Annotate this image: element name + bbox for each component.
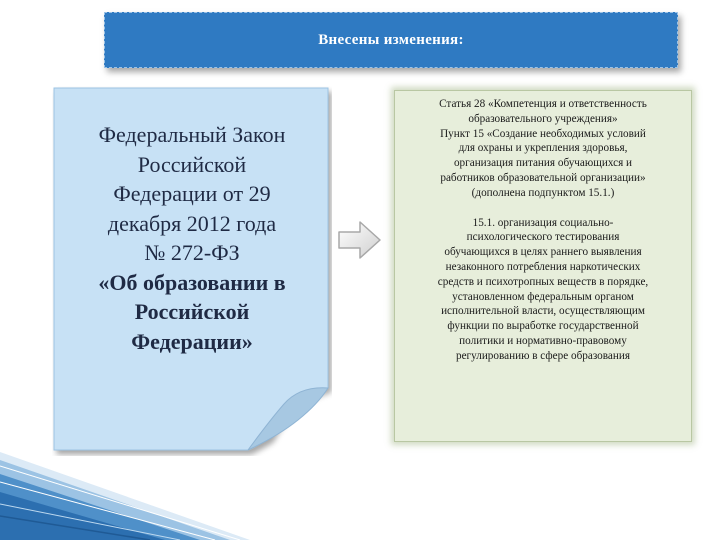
subpoint-line: исполнительной власти, осуществляющим [441,305,645,318]
article-line: Пункт 15 «Создание необходимых условий [440,127,646,140]
header-title: Внесены изменения: [318,31,464,48]
law-name-line: «Об образовании в [98,269,286,295]
law-line: Федеральный Закон [98,122,286,147]
subpoint-line: политики и нормативно-правовому [459,334,627,347]
corner-decoration [0,452,250,540]
law-line: Федерации от 29 [113,181,271,206]
article-line: для охраны и укрепления здоровья, [458,142,628,155]
arrow-right-icon [336,218,384,262]
paragraph-gap [399,201,687,216]
law-card [52,86,332,456]
law-line: декабря 2012 года [107,210,277,236]
law-title [60,120,324,356]
subpoint-line: регулированию в сфере образования [455,349,630,362]
subpoint-line: обучающихся в целях раннего выявления [444,246,642,259]
article-line: организация питания обучающихся и [453,157,633,170]
subpoint-line: функции по выработке государственной [447,320,639,333]
subpoint-line: психологического тестирования [466,231,620,244]
law-line: № 272-ФЗ [144,240,240,265]
subpoint-line: установленном федеральным органом [452,290,634,303]
article-line: образовательного учреждения» [468,112,618,125]
law-line: Российской [137,151,247,177]
subpoint-line: 15.1. организация социально- [472,216,614,229]
article-line: работников образовательной организации» [440,171,646,184]
subpoint-line: средств и психотропных веществ в порядке, [437,275,649,288]
header-banner [104,12,678,68]
subpoint-line: незаконного потребления наркотических [445,260,641,273]
article-panel [394,90,692,442]
article-line: Статья 28 «Компетенция и ответственность [439,98,647,110]
law-name-line: Российской [134,299,250,324]
article-line: (дополнена подпунктом 15.1.) [471,186,615,199]
law-name-line: Федерации» [131,328,253,354]
